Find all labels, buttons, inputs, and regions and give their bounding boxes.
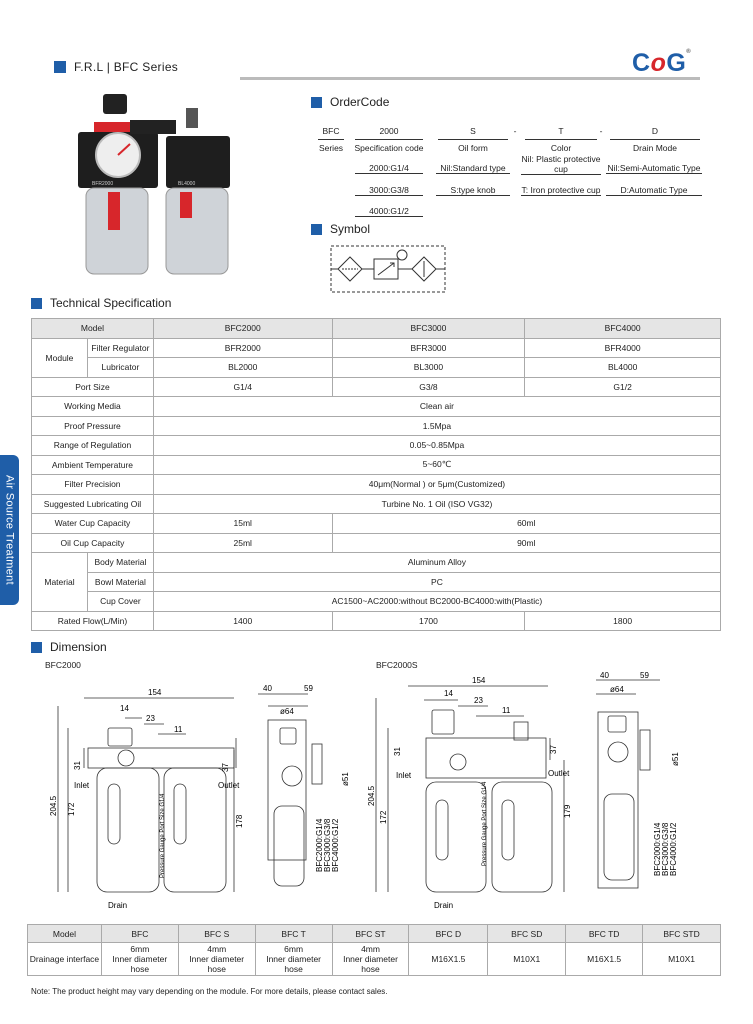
oc-drain-option: D:Automatic Type	[606, 185, 702, 196]
table-row: Rated Flow(L/Min) 1400 1700 1800	[32, 611, 721, 631]
oc-header-color: Color	[550, 143, 572, 153]
footer-note: Note: The product height may vary depending on the module. For more details, please contact sales.	[31, 987, 388, 996]
tech-spec-table	[31, 318, 721, 631]
svg-text:14: 14	[444, 689, 453, 698]
table-row: Range of Regulation 0.05~0.85Mpa	[32, 436, 721, 456]
svg-text:Inlet: Inlet	[396, 771, 412, 780]
table-row: Suggested Lubricating Oil Turbine No. 1 Oil (ISO VG32)	[32, 494, 721, 514]
svg-text:Drain: Drain	[108, 901, 128, 910]
svg-text:59: 59	[304, 684, 313, 693]
brand-logo: CoG®	[632, 49, 692, 77]
svg-text:204.5: 204.5	[367, 785, 376, 806]
svg-text:172: 172	[379, 810, 388, 824]
regulator-knob-icon	[103, 94, 127, 114]
lubricator-bowl	[166, 188, 228, 274]
mount-bracket	[130, 120, 176, 134]
svg-text:23: 23	[146, 714, 155, 723]
svg-text:BFC2000:G1/4: BFC2000:G1/4	[653, 822, 662, 876]
oc-spec-option: 2000:G1/4	[355, 163, 423, 174]
symbol-heading: Symbol	[311, 222, 370, 236]
svg-text:178: 178	[235, 814, 244, 828]
dimension-heading: Dimension	[31, 640, 107, 654]
svg-text:59: 59	[640, 671, 649, 680]
gauge-symbol-icon	[397, 250, 407, 260]
oc-color-option: Nil: Plastic protective cup	[521, 154, 601, 174]
svg-text:172: 172	[67, 802, 76, 816]
svg-text:154: 154	[148, 688, 162, 697]
table-row: Water Cup Capacity 15ml 60ml	[32, 514, 721, 534]
table-row: Filter Precision 40μm(Normal ) or 5μm(Customized)	[32, 475, 721, 495]
svg-text:Drain: Drain	[434, 901, 454, 910]
oc-header-series: Series	[318, 143, 344, 153]
svg-text:11: 11	[502, 706, 511, 715]
oc-dash-2: -	[599, 126, 603, 136]
svg-text:BFC3000:G3/8: BFC3000:G3/8	[323, 818, 332, 872]
svg-text:Pressure Gauge Port Size G1/4: Pressure Gauge Port Size G1/4	[482, 781, 488, 866]
svg-text:37: 37	[549, 745, 558, 754]
table-row: Bowl Material PC	[32, 572, 721, 592]
table-row: Material Body Material Aluminum Alloy	[32, 553, 721, 573]
oil-indicator	[180, 192, 192, 218]
oc-code-color: T	[558, 126, 564, 136]
svg-text:11: 11	[174, 725, 183, 734]
page-header	[54, 60, 178, 74]
svg-text:14: 14	[120, 704, 129, 713]
svg-text:204.5: 204.5	[49, 795, 58, 816]
table-row: Oil Cup Capacity 25ml 90ml	[32, 533, 721, 553]
svg-text:ø51: ø51	[341, 772, 350, 786]
svg-text:BFC2000:G1/4: BFC2000:G1/4	[315, 818, 324, 872]
svg-text:BFC3000:G3/8: BFC3000:G3/8	[661, 822, 670, 876]
oc-underline	[525, 138, 597, 140]
table-row: Model BFC2000 BFC3000 BFC4000	[32, 319, 721, 339]
section-bullet-icon	[31, 298, 42, 309]
ordercode-heading: OrderCode	[311, 95, 389, 109]
svg-text:40: 40	[263, 684, 272, 693]
oc-header-drain: Drain Mode	[633, 143, 677, 153]
oc-code-series: BFC	[322, 126, 340, 136]
dimension-right-title: BFC2000S	[376, 660, 418, 670]
svg-text:ø51: ø51	[671, 752, 680, 766]
bowl-indicator	[108, 192, 120, 230]
frl-symbol-diagram	[330, 245, 448, 295]
table-row: Lubricator BL2000 BL3000 BL4000	[32, 358, 721, 378]
oc-underline	[610, 138, 700, 140]
oc-spec-option: 3000:G3/8	[355, 185, 423, 196]
svg-text:Outlet: Outlet	[218, 781, 240, 790]
oc-oil-option: S:type knob	[436, 185, 510, 196]
section-bullet-icon	[31, 642, 42, 653]
oc-underline	[318, 138, 344, 140]
section-bullet-icon	[311, 224, 322, 235]
svg-text:23: 23	[474, 696, 483, 705]
svg-text:31: 31	[393, 747, 402, 756]
table-row: Model BFC BFC S BFC T BFC ST BFC D BFC SD BFC TD BFC STD	[28, 925, 721, 943]
dimension-drawings	[40, 671, 740, 916]
oc-drain-option: Nil:Semi-Automatic Type	[607, 163, 701, 173]
oc-color-option: T: Iron protective cup	[521, 185, 601, 195]
svg-text:Inlet: Inlet	[74, 781, 90, 790]
table-row: Port Size G1/4 G3/8 G1/2	[32, 377, 721, 397]
drainage-interface-table	[27, 924, 721, 976]
table-row: Proof Pressure 1.5Mpa	[32, 416, 721, 436]
oc-code-oil: S	[470, 126, 476, 136]
table-row: Drainage interface 6mm Inner diameter hose 4mm Inner diameter hose 6mm Inner diameter hose 4mm Inner diameter hose M16X1.5 M10X1 M16X1.5 M10X1	[28, 943, 721, 976]
oc-header-spec: Specification code	[354, 143, 424, 153]
svg-text:BFC4000:G1/2: BFC4000:G1/2	[669, 822, 678, 876]
header-bullet-icon	[54, 61, 66, 73]
svg-text:Outlet: Outlet	[548, 769, 570, 778]
table-row: Cup Cover AC1500~AC2000:without BC2000-BC4000:with(Plastic)	[32, 592, 721, 612]
lubricator-body	[166, 136, 230, 188]
product-illustration	[70, 92, 240, 282]
dimension-left-title: BFC2000	[45, 660, 81, 670]
header-divider	[240, 77, 700, 80]
svg-text:BFC4000:G1/2: BFC4000:G1/2	[331, 818, 340, 872]
table-row: Ambient Temperature 5~60℃	[32, 455, 721, 475]
svg-text:31: 31	[73, 761, 82, 770]
side-category-tab[interactable]: Air Source Treatment	[0, 455, 19, 605]
svg-text:BL4000: BL4000	[178, 181, 196, 187]
svg-text:ø64: ø64	[610, 685, 624, 694]
svg-text:Pressure Gauge Port Size G1/4: Pressure Gauge Port Size G1/4	[160, 793, 166, 878]
svg-text:154: 154	[472, 676, 486, 685]
oil-plug-icon	[186, 108, 198, 128]
oc-oil-option: Nil:Standard type	[436, 163, 510, 174]
table-row: Working Media Clean air	[32, 397, 721, 417]
svg-text:ø64: ø64	[280, 707, 294, 716]
section-bullet-icon	[311, 97, 322, 108]
table-row: Module Filter Regulator BFR2000 BFR3000 BFR4000	[32, 338, 721, 358]
svg-text:BFR2000: BFR2000	[92, 181, 114, 187]
oc-code-drain: D	[651, 126, 659, 136]
oc-dash-1: -	[513, 126, 517, 136]
oc-header-oil: Oil form	[458, 143, 488, 153]
oc-underline	[438, 138, 508, 140]
oc-underline	[355, 138, 423, 140]
oc-spec-option: 4000:G1/2	[355, 206, 423, 217]
page-title: F.R.L | BFC Series	[74, 60, 179, 74]
svg-text:37: 37	[221, 763, 230, 772]
oc-code-spec: 2000	[379, 126, 399, 136]
svg-text:179: 179	[563, 804, 572, 818]
svg-text:40: 40	[600, 671, 609, 680]
tech-spec-heading: Technical Specification	[31, 296, 171, 310]
